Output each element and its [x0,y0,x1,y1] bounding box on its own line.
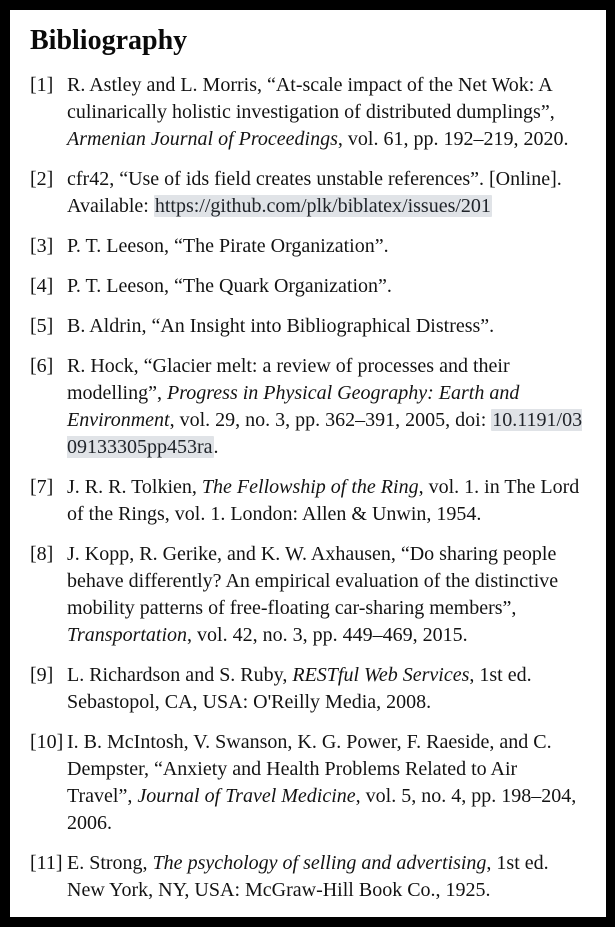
bib-entry-7 [30,474,586,528]
bib-entry-2 [30,166,586,220]
entry-text-run: L. Richardson and S. Ruby, [67,664,293,686]
entry-text [67,166,586,220]
entry-text-run: , 1st ed. New York, NY, USA: McGraw-Hill Book Co., 1925. [67,852,549,901]
bib-entry-6 [30,353,586,461]
entry-text-run: . [213,436,219,458]
bib-entry-5 [30,313,586,340]
bib-entry-11 [30,850,586,904]
entry-label: [5] [30,315,54,337]
entry-text-run: , vol. 61, pp. 192–219, 2020. [337,128,569,150]
entry-text-run: , vol. 42, no. 3, pp. 449–469, 2015. [187,624,468,646]
entry-text [67,662,586,716]
entry-text-run: P. T. Leeson, “The Quark Organization”. [67,275,392,297]
work-title-italic: The psychology of selling and advertising [152,852,487,874]
entry-label: [7] [30,476,54,498]
bib-entry-9 [30,662,586,716]
entry-text-run: , vol. 1. in The Lord of the Rings, vol. 1. London: Allen & Unwin, 1954. [67,476,580,525]
entry-label: [2] [30,168,54,190]
entry-text [67,541,586,649]
entry-label: [6] [30,355,54,377]
bib-entry-8 [30,541,586,649]
entry-text-run: R. Astley and L. Morris, “At-scale impact of the Net Wok: A culinarically holistic investigation of distributed dumplings”, [67,74,555,123]
entry-text-run: P. T. Leeson, “The Pirate Organization”. [67,235,389,257]
entry-text-run: J. Kopp, R. Gerike, and K. W. Axhausen, “Do sharing people behave differently? An empirical evaluation of the distinctive mobility patterns of free-floating car-sharing members”, [67,543,559,619]
bib-entry-10 [30,729,586,837]
bibliography-list [30,72,586,904]
entry-label: [8] [30,543,54,565]
entry-label: [11] [30,852,63,874]
entry-label: [4] [30,275,54,297]
entry-text-run: B. Aldrin, “An Insight into Bibliographical Distress”. [67,315,495,337]
entry-text-run: , vol. 29, no. 3, pp. 362–391, 2005, doi: [169,409,492,431]
entry-text-run: E. Strong, [67,852,153,874]
entry-text-run: I. B. McIntosh, V. Swanson, K. G. Power, F. Raeside, and C. Dempster, “Anxiety and Health Problems Related to Air Travel”, [67,731,552,807]
work-title-italic: Armenian Journal of Proceedings [67,128,338,150]
entry-text [67,72,586,153]
entry-text [67,353,586,461]
entry-label: [9] [30,664,54,686]
bib-entry-4 [30,273,586,300]
entry-text-run: J. R. R. Tolkien, [67,476,202,498]
entry-text [67,729,586,837]
work-title-italic: RESTful Web Services [292,664,470,686]
work-title-italic: Transportation [67,624,188,646]
github-issue-link[interactable]: https://github.com/plk/biblatex/issues/201 [154,195,491,217]
entry-text [67,850,586,904]
page-title: Bibliography [30,25,188,56]
entry-label: [1] [30,74,54,96]
entry-text-run: , vol. 5, no. 4, pp. 198–204, 2006. [67,785,577,834]
entry-label: [10] [30,731,64,753]
entry-text-run: R. Hock, “Glacier melt: a review of processes and their modelling”, [67,355,510,404]
entry-text [67,273,586,300]
bib-entry-1 [30,72,586,153]
bib-entry-3 [30,233,586,260]
entry-text-run: , 1st ed. Sebastopol, CA, USA: O'Reilly Media, 2008. [67,664,532,713]
work-title-italic: The Fellowship of the Ring [201,476,419,498]
doi-link[interactable]: 10.1191/0309133305pp453ra [67,409,583,458]
bibliography-page [10,10,606,917]
work-title-italic: Journal of Travel Medicine [137,785,356,807]
entry-text-run: cfr42, “Use of ids field creates unstable references”. [Online]. Available: [67,168,562,217]
entry-text [67,474,586,528]
entry-text [67,313,586,340]
entry-label: [3] [30,235,54,257]
work-title-italic: Progress in Physical Geography: Earth and Environment [67,382,520,431]
entry-text [67,233,586,260]
